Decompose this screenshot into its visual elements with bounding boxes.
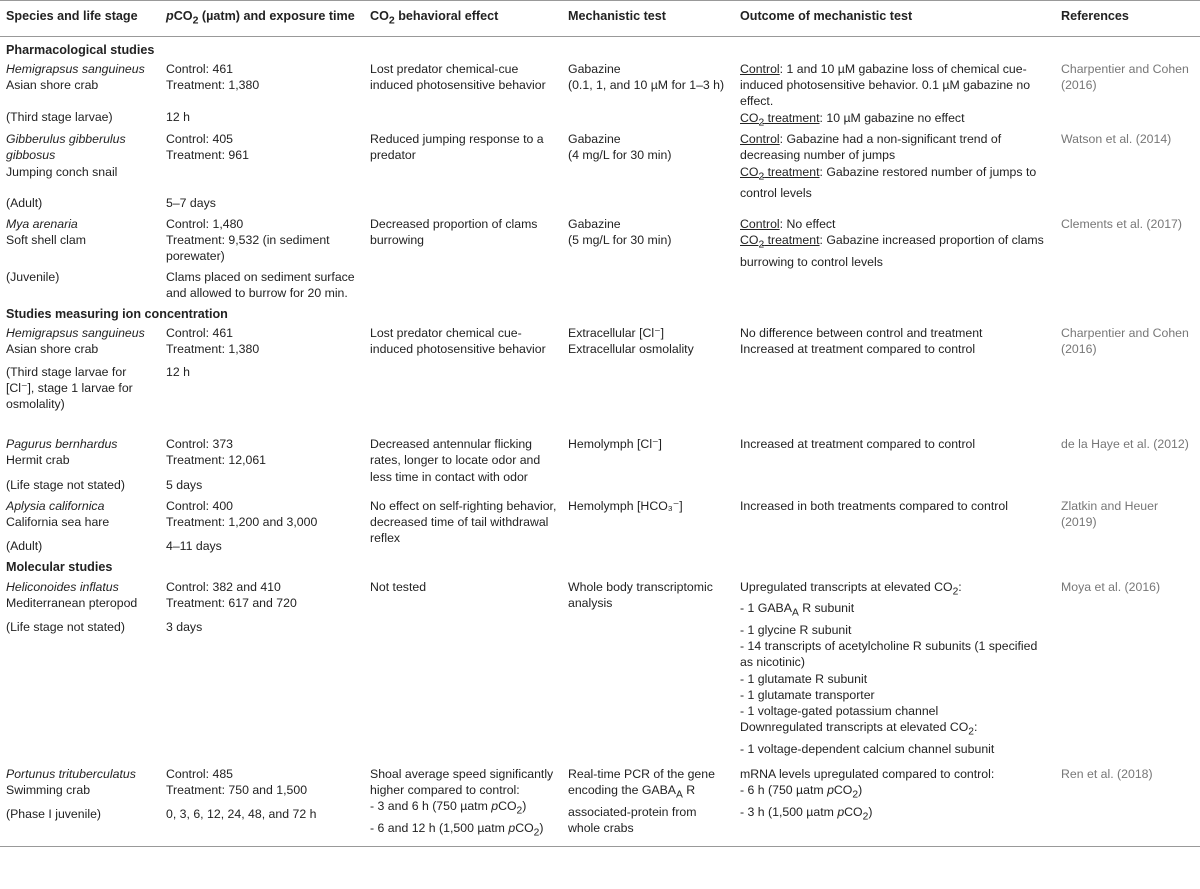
outcome-cell: No difference between control and treatment Increased at treatment compared to control: [740, 326, 983, 357]
table-row: [0, 579, 1200, 757]
section-row: [0, 36, 1200, 61]
header-pco2: pCO$_2$ (µatm) and exposure time: [160, 1, 364, 37]
effect-cell: Reduced jumping response to a predator: [370, 132, 544, 163]
test-cell: Gabazine (5 mg/L for 30 min): [568, 217, 672, 248]
pco2-cell: Control: 382 and 410 Treatment: 617 and 720 3 days: [166, 579, 297, 635]
test-cell: Whole body transcriptomic analysis: [568, 579, 713, 610]
species-cell: Mya arenaria Soft shell clam: [6, 217, 86, 248]
species-cell: Hemigrapsus sanguineus Asian shore crab: [6, 326, 145, 357]
reference-cell: Zlatkin and Heuer (2019): [1061, 498, 1159, 530]
effect-cell: No effect on self-righting behavior, decreased time of tail withdrawal reflex: [370, 498, 557, 546]
header-effect: $CO_2$ behavioral effect: [364, 1, 562, 37]
stage-cell: (Adult): [6, 539, 43, 554]
species-cell: Gibberulus gibberulus gibbosus Jumping conch snail: [6, 132, 126, 179]
species-cell: Hemigrapsus sanguineus Asian shore crab: [6, 61, 145, 93]
species-cell: Pagurus bernhardus Hermit crab: [6, 437, 118, 468]
pco2-cell: Control: 461 Treatment: 1,380: [166, 61, 260, 93]
test-cell: Extracellular [Cl⁻] Extracellular osmolality: [568, 326, 694, 357]
effect-cell: Shoal average speed significantly higher compared to control: - 3 and 6 h (750 µatm pCO$_2$) - 6 and 12 h (1,500 µatm pCO$_2$): [364, 757, 562, 846]
pco2-cell: Control: 1,480 Treatment: 9,532 (in sediment porewater): [166, 217, 330, 264]
stage-cell: (Juvenile): [6, 269, 60, 284]
section-title: Studies measuring ion concentration: [6, 307, 228, 322]
table-row: [0, 436, 1200, 468]
section-row: [0, 554, 1200, 578]
reference-cell: Charpentier and Cohen (2016): [1061, 61, 1189, 93]
header-test: Mechanistic test: [562, 1, 734, 37]
table-row: [0, 757, 1200, 846]
stage-cell: (Life stage not stated): [6, 477, 125, 492]
test-cell: Real-time PCR of the gene encoding the $GABA_A$ R associated-protein from whole crabs: [562, 757, 734, 846]
outcome-cell: Control: Gabazine had a non-significant trend of decreasing number of jumps $CO_2$ treatment: Gabazine restored number of jumps to control levels: [740, 132, 1037, 201]
reference-cell: Charpentier and Cohen (2016): [1061, 326, 1189, 357]
table-row: [0, 216, 1200, 265]
header-references: References: [1055, 1, 1200, 37]
reference-cell: Clements et al. (2017): [1061, 217, 1182, 231]
table-row: [0, 498, 1200, 530]
table-row: [0, 325, 1200, 357]
outcome-cell: Increased at treatment compared to control: [740, 437, 976, 452]
time-cell: 12 h: [166, 110, 190, 125]
reference-cell: Moya et al. (2016): [1061, 579, 1161, 594]
reference-cell: Ren et al. (2018): [1055, 757, 1200, 846]
outcome-cell: mRNA levels upregulated compared to control: - 6 h (750 µatm pCO$_2$) - 3 h (1,500 µatm pCO$_2$): [734, 757, 1055, 846]
effect-cell: Not tested: [370, 579, 427, 594]
test-cell: Hemolymph [Cl⁻]: [568, 437, 662, 452]
stage-cell: (Third stage larvae): [6, 110, 113, 125]
test-cell: Gabazine (0.1, 1, and 10 µM for 1–3 h): [568, 61, 725, 93]
species-cell: Portunus trituberculatus Swimming crab (Phase I juvenile): [0, 757, 160, 846]
reference-cell: Watson et al. (2014): [1061, 132, 1172, 147]
effect-cell: Decreased proportion of clams burrowing: [370, 217, 538, 248]
species-cell: Heliconoides inflatus Mediterranean pteropod (Life stage not stated): [6, 579, 138, 635]
pco2-cell: Control: 400 Treatment: 1,200 and 3,000: [166, 498, 318, 530]
effect-cell: Lost predator chemical cue-induced photosensitive behavior: [370, 326, 546, 357]
time-cell: 5–7 days: [166, 195, 216, 210]
effect-cell: Decreased antennular flicking rates, longer to locate odor and less time in contact with odor: [370, 437, 541, 484]
section-title: Pharmacological studies: [6, 42, 155, 57]
table-row: [0, 61, 1200, 94]
outcome-cell: Control: 1 and 10 µM gabazine loss of chemical cue-induced photosensitive behavior. 0.1 µM gabazine no effect. $CO_2$ treatment: 10 µM gabazine no effect: [740, 61, 1031, 128]
section-title: Molecular studies: [6, 560, 113, 575]
pco2-cell: Control: 461 Treatment: 1,380: [166, 326, 260, 357]
reference-cell: de la Haye et al. (2012): [1061, 437, 1189, 452]
header-row: [0, 1, 1200, 37]
effect-cell: Lost predator chemical-cue induced photosensitive behavior: [370, 61, 546, 93]
time-cell: Clams placed on sediment surface and allowed to burrow for 20 min.: [166, 269, 355, 300]
table-row: [0, 131, 1200, 180]
pco2-cell: Control: 485 Treatment: 750 and 1,500 0, 3, 6, 12, 24, 48, and 72 h: [160, 757, 364, 846]
header-species: Species and life stage: [0, 1, 160, 37]
test-cell: Gabazine (4 mg/L for 30 min): [568, 132, 672, 163]
test-cell: Hemolymph [HCO₃⁻]: [568, 498, 683, 513]
time-cell: 4–11 days: [166, 539, 222, 554]
pco2-cell: Control: 373 Treatment: 12,061: [166, 437, 267, 468]
section-row: [0, 301, 1200, 325]
time-cell: 12 h: [166, 364, 190, 379]
pco2-cell: Control: 405 Treatment: 961: [166, 132, 249, 163]
time-cell: 5 days: [166, 477, 203, 492]
outcome-cell: Upregulated transcripts at elevated $CO_2$: - 1 $GABA_A$ R subunit - 1 glycine R subunit - 14 transcripts of acetylcholine R subunits (1 specified as nicotinic) - 1 glutamate R subunit - 1 glutamate transporter - 1 voltage-gated potassium channel Downregulated transcripts at elevated $CO_2$: - 1 voltage-dependent calcium channel subunit: [740, 579, 1038, 756]
species-cell: Aplysia californica California sea hare: [6, 498, 110, 530]
stage-cell: (Adult): [6, 195, 43, 210]
header-outcome: Outcome of mechanistic test: [734, 1, 1055, 37]
outcome-cell: Increased in both treatments compared to control: [740, 498, 1008, 513]
outcome-cell: Control: No effect $CO_2$ treatment: Gabazine increased proportion of clams burrowing to control levels: [740, 217, 1044, 269]
stage-cell: (Third stage larvae for [Cl⁻], stage 1 larvae for osmolality): [6, 364, 133, 412]
